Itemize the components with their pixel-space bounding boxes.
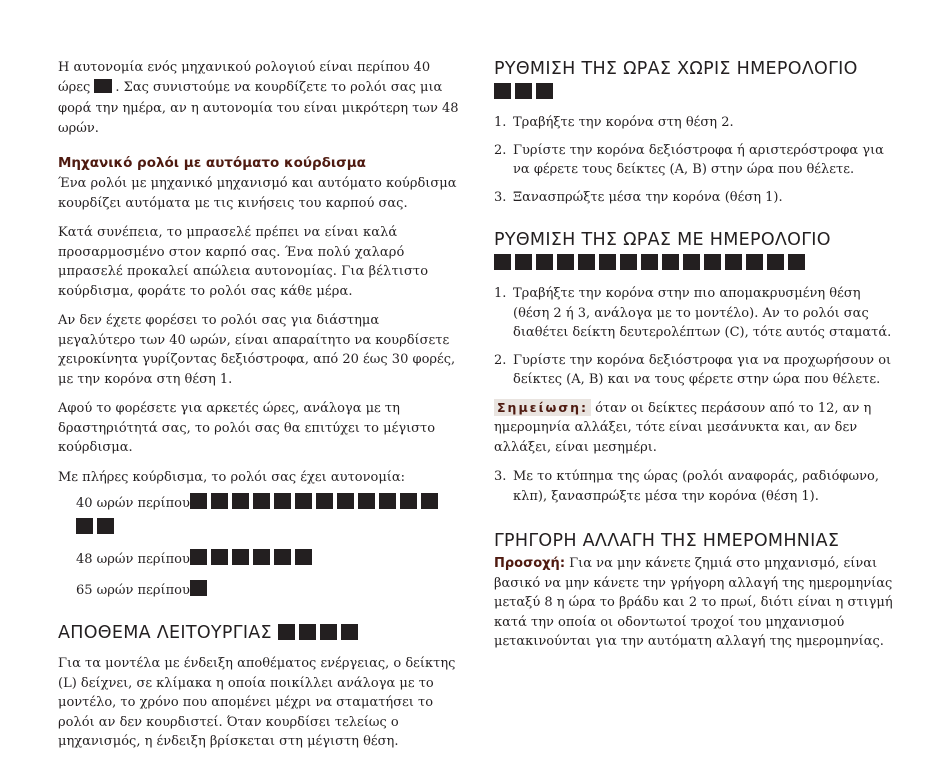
power-reserve-text: Για τα μοντέλα με ένδειξη αποθέματος ενέργειας, ο δείκτης (L) δείχνει, σε κλίμακα η οποία ποικίλλει ανάλογα με το μοντέλο, το χρόνο που απομένει μέχρι να σταματήσει το ρολόι αν δεν κουρδιστεί. Όταν κουρδίσει τελείως ο μηχανισμός, η ένδειξη βρίσκεται στη μέγιστη θέση. (58, 656, 456, 749)
list-item: 1. Τραβήξτε την κορόνα στην πιο απομακρυσμένη θέση (θέση 2 ή 3, ανάλογα με το μοντέλο). Αν το ρολόι σας διαθέτει δείκτη δευτερολέπτων (C), τότε αυτός σταματά. (494, 286, 892, 340)
list-item: 3. Με το κτύπημα της ώρας (ρολόι αναφοράς, ραδιόφωνο, κλπ), ξανασπρώξτε μέσα την κορόνα (θέση 1). (494, 469, 879, 504)
time-no-calendar-heading: ΡΥΘΜΙΣΗ ΤΗΣ ΩΡΑΣ ΧΩΡΙΣ ΗΜΕΡΟΛΟΓΙΟ (494, 58, 896, 105)
auto-winding-heading: Μηχανικό ρολόι με αυτόματο κούρδισμα (58, 155, 366, 171)
warning-label: Προσοχή: (494, 556, 566, 571)
autonomy-item-48: 48 ωρών περίπου (76, 549, 460, 571)
auto-paragraph-1: Ένα ρολόι με μηχανικό μηχανισμό και αυτόματο κούρδισμα κουρδίζει αυτόματα με τις κινήσεις του καρπού σας. (58, 176, 457, 211)
redaction-block (190, 493, 442, 515)
autonomy-item-65: 65 ωρών περίπου (76, 580, 460, 602)
calendar-steps (494, 284, 896, 390)
redaction-block (190, 549, 316, 571)
note-label: Σημείωση: (494, 399, 591, 416)
auto-paragraph-2: Κατά συνέπεια, το μπρασελέ πρέπει να είναι καλά προσαρμοσμένο στον καρπό σας. Ένα πολύ χαλαρό μπρασελέ προκαλεί απώλεια αυτονομίας. Για βέλτιστο κούρδισμα, φοράτε το ρολόι σας κάθε μέρα. (58, 225, 429, 299)
power-reserve-heading: ΑΠΟΘΕΜΑ ΛΕΙΤΟΥΡΓΙΑΣ (58, 622, 460, 646)
redaction-block (494, 254, 896, 276)
auto-paragraph-5: Με πλήρες κούρδισμα, το ρολόι σας έχει αυτονομία: (58, 469, 406, 485)
quick-date-heading: ΓΡΗΓΟΡΗ ΑΛΛΑΓΗ ΤΗΣ ΗΜΕΡΟΜΗΝΙΑΣ (494, 531, 840, 551)
right-column (494, 58, 896, 662)
redaction-block (278, 624, 362, 646)
list-item: 1. Τραβήξτε την κορόνα στη θέση 2. (494, 115, 734, 130)
intro-paragraph: Η αυτονομία ενός μηχανικού ρολογιού είναι περίπου 40 ώρες . Σας συνιστούμε να κουρδίζετε το ρολόι σας μια φορά την ημέρα, αν η αυτονομία του είναι μικρότερη των 48 ωρών. (58, 60, 459, 136)
redaction-block (494, 83, 896, 105)
autonomy-item-40: 40 ωρών περίπου (76, 493, 460, 540)
calendar-steps-cont (494, 467, 896, 506)
redaction-block (94, 79, 115, 100)
note-paragraph: Σημείωση: όταν οι δείκτες περάσουν από το 12, αν η ημερομηνία αλλάξει, τότε είναι μεσάνυκτα και, αν δεν αλλάξει, είναι μεσημέρι. (494, 399, 872, 455)
auto-paragraph-3: Αν δεν έχετε φορέσει το ρολόι σας για διάστημα μεγαλύτερο των 40 ωρών, είναι απαραίτητο να κουρδίσετε χειροκίνητα γυρίζοντας δεξιόστροφα, από 20 έως 30 φορές, με την κορόνα στη θέση 1. (58, 313, 456, 387)
auto-paragraph-4: Αφού το φορέσετε για αρκετές ώρες, ανάλογα με τη δραστηριότητά σας, το ρολόι σας θα επιτύχει το μέγιστο κούρδισμα. (58, 401, 436, 455)
list-item: 3. Ξανασπρώξτε μέσα την κορόνα (θέση 1). (494, 189, 783, 205)
list-item: 2. Γυρίστε την κορόνα δεξιόστροφα ή αριστερόστροφα για να φέρετε τους δείκτες (A, B) στην ώρα που θέλετε. (494, 142, 884, 177)
time-calendar-heading: ΡΥΘΜΙΣΗ ΤΗΣ ΩΡΑΣ ΜΕ ΗΜΕΡΟΛΟΓΙΟ (494, 229, 896, 276)
left-column (58, 58, 460, 762)
warning-paragraph: Προσοχή: Για να μην κάνετε ζημιά στο μηχανισμό, είναι βασικό να μην κάνετε την γρήγορη αλλαγή της ημερομηνίας μεταξύ 8 η ώρα το βράδυ και 2 το πρωί, διότι είναι η στιγμή κατά την οποία οι οδοντωτοί τροχοί του μηχανισμού μετακινούνται για την αυτόματη αλλαγή της ημερομηνίας. (494, 556, 893, 649)
no-calendar-steps (494, 113, 896, 207)
redaction-block (190, 580, 211, 602)
list-item: 2. Γυρίστε την κορόνα δεξιόστροφα για να προχωρήσουν οι δείκτες (A, B) και να τους φέρετε στην ώρα που θέλετε. (494, 352, 892, 387)
